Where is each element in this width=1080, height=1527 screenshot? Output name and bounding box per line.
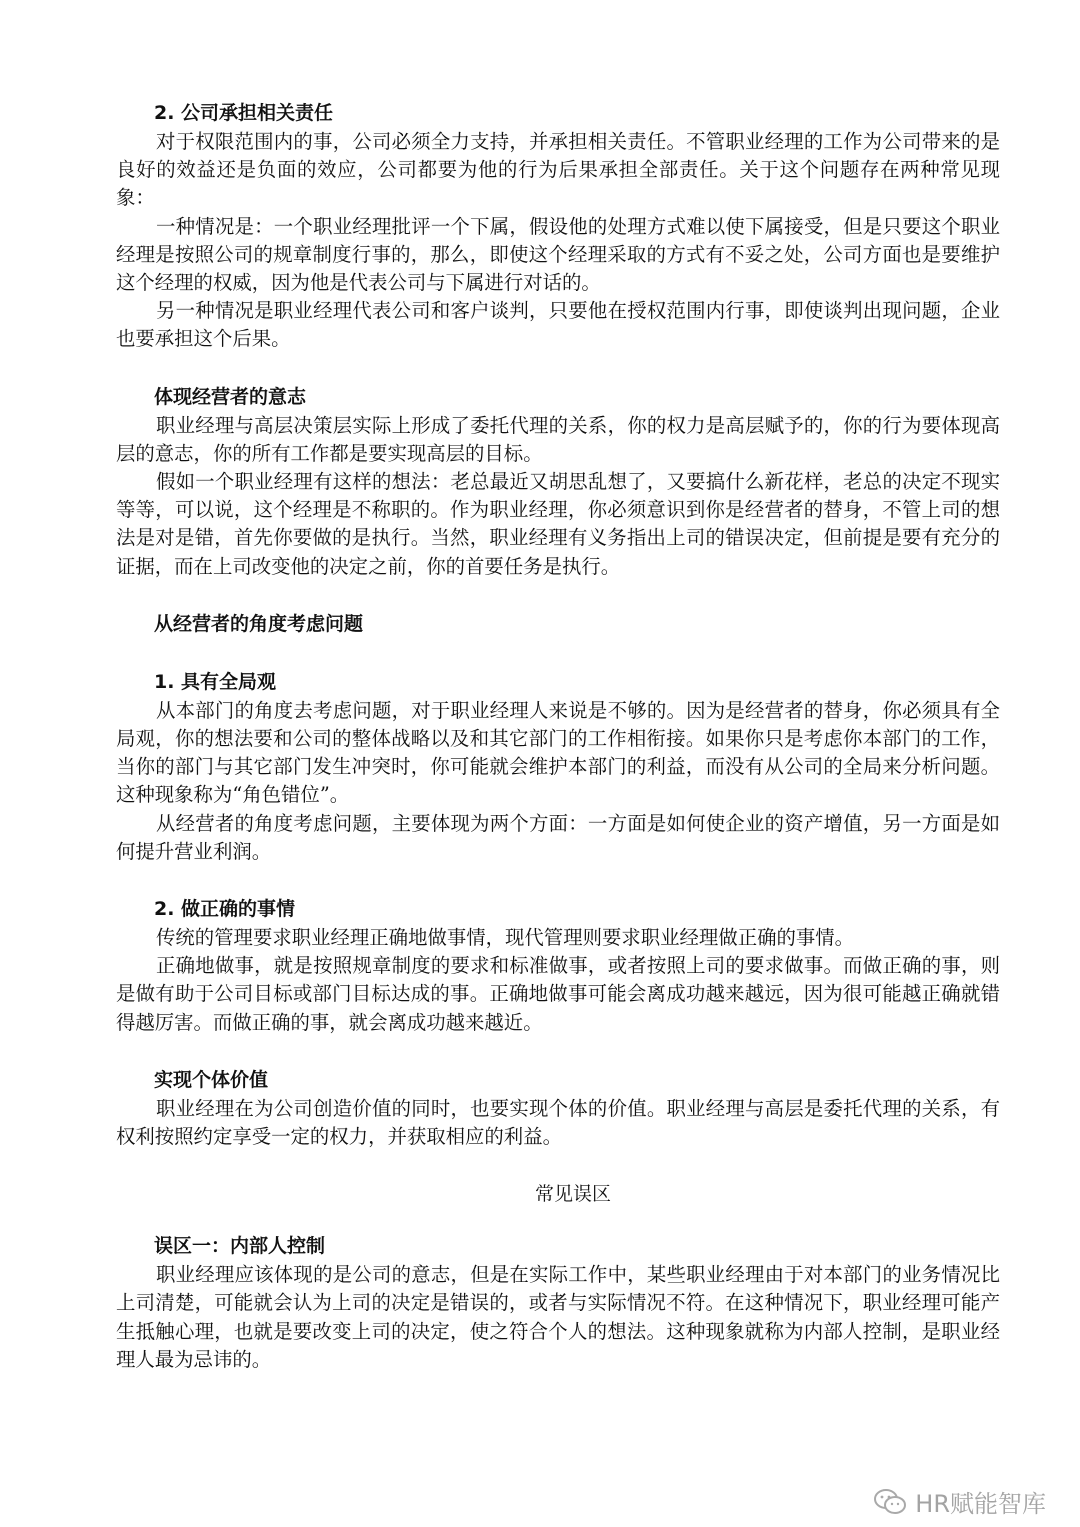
paragraph: 职业经理与高层决策层实际上形成了委托代理的关系，你的权力是高层赋予的，你的行为要体现高层的意志，你的所有工作都是要实现高层的目标。 bbox=[116, 413, 1000, 465]
section-heading: 从经营者的角度考虑问题 bbox=[154, 612, 364, 635]
paragraph: 正确地做事，就是按照规章制度的要求和标准做事，或者按照上司的要求做事。而做正确的事，则是做有助于公司目标或部门目标达成的事。正确地做事可能会离成功越来越远，因为很可能越正确就错得越厉害。而做正确的事，就会离成功越来越近。 bbox=[116, 954, 1000, 1034]
paragraph: 传统的管理要求职业经理正确地做事情，现代管理则要求职业经理做正确的事情。 bbox=[156, 926, 855, 950]
paragraph: 职业经理应该体现的是公司的意志，但是在实际工作中，某些职业经理由于对本部门的业务情况比上司清楚，可能就会认为上司的决定是错误的，或者与实际情况不符。在这种情况下，职业经理可能产生抵触心理，也就是要改变上司的决定，使之符合个人的想法。这种现象就称为内部人控制，是职业经理人最为忌讳的。 bbox=[116, 1263, 1000, 1371]
section-heading: 1. 具有全局观 bbox=[154, 670, 277, 693]
paragraph: 一种情况是：一个职业经理批评一个下属，假设他的处理方式难以使下属接受，但是只要这个职业经理是按照公司的规章制度行事的，那么，即使这个经理采取的方式有不妥之处，公司方面也是要维护这个经理的权威，因为他是代表公司与下属进行对话的。 bbox=[116, 214, 1000, 295]
paragraph: 从经营者的角度考虑问题，主要体现为两个方面：一方面是如何使企业的资产增值，另一方面是如何提升营业利润。 bbox=[116, 811, 1000, 863]
paragraph: 假如一个职业经理有这样的想法：老总最近又胡思乱想了，又要搞什么新花样，老总的决定不现实等等，可以说，这个经理是不称职的。作为职业经理，你必须意识到你是经营者的替身，不管上司的想法是对是错，首先你要做的是执行。当然，职业经理有义务指出上司的错误决定，但前提是要有充分的证据，而在上司改变他的决定之前，你的首要任务是执行。 bbox=[116, 470, 1000, 578]
watermark-text: HR赋能智库 bbox=[915, 1490, 1046, 1518]
section-heading: 2. 公司承担相关责任 bbox=[154, 102, 334, 124]
wechat-icon bbox=[873, 1487, 907, 1517]
section-heading: 2. 做正确的事情 bbox=[154, 898, 296, 921]
watermark bbox=[873, 1484, 1046, 1519]
section-heading: 实现个体价值 bbox=[154, 1068, 269, 1091]
chapter-title: 常见误区 bbox=[534, 1183, 611, 1206]
document-page bbox=[116, 98, 1000, 1374]
paragraph: 职业经理在为公司创造价值的同时，也要实现个体的价值。职业经理与高层是委托代理的关系，有权利按照约定享受一定的权力，并获取相应的利益。 bbox=[116, 1096, 1000, 1149]
section-heading: 体现经营者的意志 bbox=[154, 385, 307, 408]
paragraph: 另一种情况是职业经理代表公司和客户谈判，只要他在授权范围内行事，即使谈判出现问题，企业也要承担这个后果。 bbox=[116, 299, 1000, 351]
paragraph: 对于权限范围内的事，公司必须全力支持，并承担相关责任。不管职业经理的工作为公司带来的是良好的效益还是负面的效应，公司都要为他的行为后果承担全部责任。关于这个问题存在两种常见现象： bbox=[116, 130, 1000, 210]
section-heading: 误区一：内部人控制 bbox=[154, 1235, 326, 1258]
paragraph: 从本部门的角度去考虑问题，对于职业经理人来说是不够的。因为是经营者的替身，你必须具有全局观，你的想法要和公司的整体战略以及和其它部门的工作相衔接。如果你只是考虑你本部门的工作，当你的部门与其它部门发生冲突时，你可能就会维护本部门的利益，而没有从公司的全局来分析问题。这种现象称为“角色错位”。 bbox=[116, 698, 1000, 807]
